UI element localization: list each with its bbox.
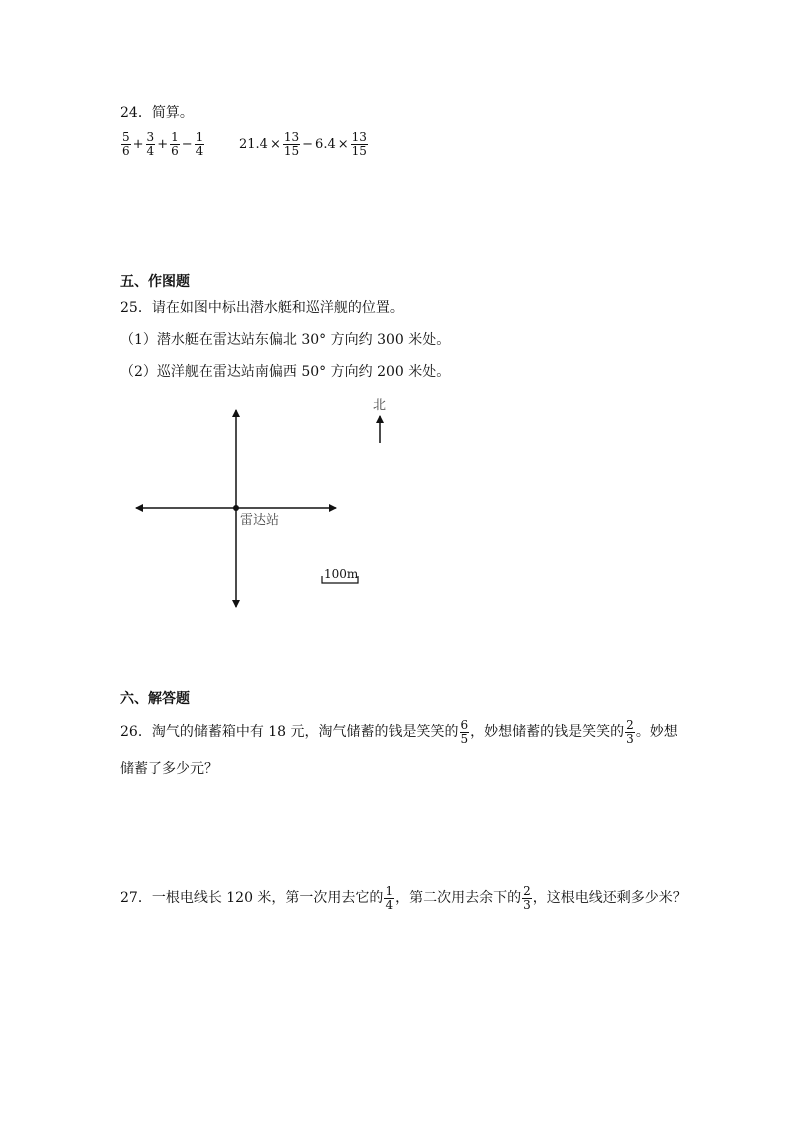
scale-label: 100m bbox=[324, 567, 359, 581]
q25-part-2: （2）巡洋舰在雷达站南偏西 50° 方向约 200 米处。 bbox=[120, 364, 451, 380]
section-6-heading: 六、解答题 bbox=[120, 691, 190, 707]
fraction: $\frac{6}{5}$ bbox=[460, 717, 469, 746]
q27-line: 27．一根电线长 120 米，第一次用去它的 $\frac{1}{4}$ ，第二次用去余下的 $\frac{2}{3}$ ，这根电线还剩多少米？ bbox=[120, 883, 687, 912]
fraction: $\frac{2}{3}$ bbox=[523, 883, 531, 912]
fraction: $\frac{13}{15}$ bbox=[283, 130, 300, 158]
fraction: $\frac{13}{15}$ bbox=[351, 130, 367, 158]
radar-station-point bbox=[233, 505, 239, 511]
radar-station-label: 雷达站 bbox=[240, 513, 280, 528]
q25-part-1: （1）潜水艇在雷达站东偏北 30° 方向约 300 米处。 bbox=[120, 332, 451, 348]
q25-title: 25．请在如图中标出潜水艇和巡洋舰的位置。 bbox=[120, 300, 404, 316]
q24-title: 24．简算。 bbox=[120, 105, 194, 121]
q26-line-1: 26．淘气的储蓄箱中有 18 元，淘气储蓄的钱是笑笑的 $\frac{6}{5}$ ，妙想储蓄的钱是笑笑的 $\frac{2}{3}$ 。妙想 bbox=[120, 717, 678, 746]
north-label: 北 bbox=[373, 398, 387, 413]
fraction: $\frac{3}{4}$ bbox=[146, 130, 155, 158]
fraction: $\frac{1}{4}$ bbox=[195, 130, 204, 158]
fraction: $\frac{2}{3}$ bbox=[626, 717, 634, 746]
section-5-heading: 五、作图题 bbox=[120, 274, 190, 290]
q26-line-2: 储蓄了多少元？ bbox=[120, 761, 218, 777]
fraction: $\frac{1}{6}$ bbox=[171, 130, 179, 158]
fraction: $\frac{5}{6}$ bbox=[122, 130, 130, 158]
q24-expression-2: 21.4 × $\frac{13}{15}$ − 6.4 × $\frac{13}{15}$ bbox=[239, 130, 367, 158]
q24-expression-1: $\frac{5}{6}$ + $\frac{3}{4}$ + $\frac{1}{6}$ − $\frac{1}{4}$ bbox=[122, 130, 204, 158]
fraction: $\frac{1}{4}$ bbox=[385, 883, 394, 912]
